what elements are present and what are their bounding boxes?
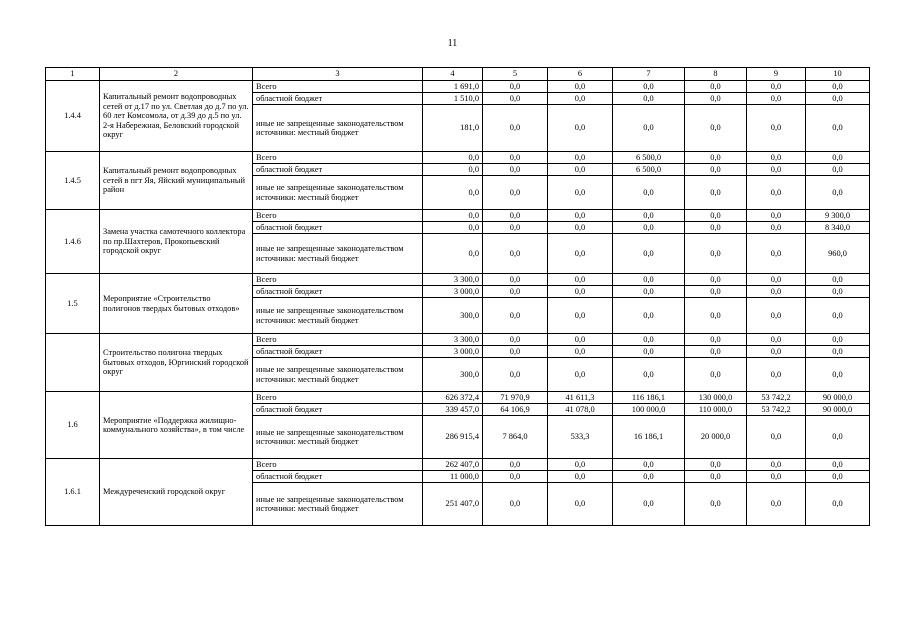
amount-cell: 0,0 <box>747 298 806 334</box>
amount-cell: 0,0 <box>613 358 685 392</box>
amount-cell: 0,0 <box>483 346 548 358</box>
funding-source: областной бюджет <box>253 346 423 358</box>
amount-cell: 0,0 <box>483 105 548 152</box>
funding-source: областной бюджет <box>253 471 423 483</box>
amount-cell: 0,0 <box>685 152 747 164</box>
funding-source: иные не запрещенные законодательством источники: местный бюджет <box>253 176 423 210</box>
amount-cell: 0,0 <box>685 222 747 234</box>
amount-cell: 0,0 <box>548 334 613 346</box>
amount-cell: 0,0 <box>806 105 870 152</box>
amount-cell: 41 611,3 <box>548 392 613 404</box>
funding-source: областной бюджет <box>253 222 423 234</box>
funding-source: иные не запрещенные законодательством источники: местный бюджет <box>253 298 423 334</box>
funding-source: иные не запрещенные законодательством источники: местный бюджет <box>253 416 423 459</box>
row-name: Капитальный ремонт водопроводных сетей в пгт Яя, Яйский муниципальный район <box>100 152 253 210</box>
funding-source: областной бюджет <box>253 164 423 176</box>
amount-cell: 0,0 <box>685 234 747 274</box>
amount-cell: 0,0 <box>548 105 613 152</box>
amount-cell: 0,0 <box>806 176 870 210</box>
amount-cell: 20 000,0 <box>685 416 747 459</box>
amount-cell: 262 407,0 <box>423 459 483 471</box>
table-row <box>46 459 870 471</box>
amount-cell: 0,0 <box>806 93 870 105</box>
amount-cell: 100 000,0 <box>613 404 685 416</box>
amount-cell: 0,0 <box>685 164 747 176</box>
amount-cell: 0,0 <box>483 286 548 298</box>
column-header: 8 <box>685 68 747 81</box>
amount-cell: 0,0 <box>747 346 806 358</box>
amount-cell: 0,0 <box>548 164 613 176</box>
amount-cell: 0,0 <box>613 346 685 358</box>
page-number: 11 <box>447 38 458 49</box>
funding-source: иные не запрещенные законодательством источники: местный бюджет <box>253 234 423 274</box>
header-row <box>46 68 870 81</box>
amount-cell: 0,0 <box>483 471 548 483</box>
amount-cell: 0,0 <box>613 286 685 298</box>
amount-cell: 0,0 <box>548 210 613 222</box>
row-code: 1.6.1 <box>46 459 100 526</box>
amount-cell: 0,0 <box>483 483 548 526</box>
funding-source: Всего <box>253 274 423 286</box>
amount-cell: 0,0 <box>548 152 613 164</box>
column-header: 3 <box>253 68 423 81</box>
amount-cell: 0,0 <box>483 164 548 176</box>
amount-cell: 0,0 <box>548 286 613 298</box>
table-row <box>46 334 870 346</box>
amount-cell: 0,0 <box>613 176 685 210</box>
amount-cell: 0,0 <box>483 358 548 392</box>
amount-cell: 0,0 <box>548 471 613 483</box>
row-name: Строительство полигона твердых бытовых отходов, Юргинский городской округ <box>100 334 253 392</box>
amount-cell: 41 078,0 <box>548 404 613 416</box>
amount-cell: 0,0 <box>548 483 613 526</box>
amount-cell: 0,0 <box>483 81 548 93</box>
funding-source: Всего <box>253 81 423 93</box>
amount-cell: 3 300,0 <box>423 334 483 346</box>
amount-cell: 0,0 <box>483 152 548 164</box>
amount-cell: 0,0 <box>483 274 548 286</box>
amount-cell: 0,0 <box>423 152 483 164</box>
amount-cell: 0,0 <box>747 93 806 105</box>
amount-cell: 0,0 <box>613 298 685 334</box>
amount-cell: 0,0 <box>685 274 747 286</box>
funding-source: Всего <box>253 334 423 346</box>
row-name: Мероприятие «Строительство полигонов твердых бытовых отходов» <box>100 274 253 334</box>
amount-cell: 0,0 <box>483 93 548 105</box>
amount-cell: 0,0 <box>685 81 747 93</box>
column-header: 4 <box>423 68 483 81</box>
table-row <box>46 152 870 164</box>
funding-source: иные не запрещенные законодательством источники: местный бюджет <box>253 105 423 152</box>
amount-cell: 90 000,0 <box>806 404 870 416</box>
amount-cell: 0,0 <box>613 471 685 483</box>
amount-cell: 0,0 <box>548 81 613 93</box>
amount-cell: 0,0 <box>685 210 747 222</box>
funding-source: иные не запрещенные законодательством источники: местный бюджет <box>253 483 423 526</box>
amount-cell: 0,0 <box>613 81 685 93</box>
amount-cell: 0,0 <box>548 176 613 210</box>
amount-cell: 6 500,0 <box>613 152 685 164</box>
amount-cell: 0,0 <box>747 222 806 234</box>
funding-source: иные не запрещенные законодательством источники: местный бюджет <box>253 358 423 392</box>
table-row <box>46 274 870 286</box>
amount-cell: 0,0 <box>747 483 806 526</box>
amount-cell: 53 742,2 <box>747 392 806 404</box>
table-row <box>46 210 870 222</box>
amount-cell: 0,0 <box>806 471 870 483</box>
amount-cell: 0,0 <box>423 210 483 222</box>
column-header: 1 <box>46 68 100 81</box>
amount-cell: 1 691,0 <box>423 81 483 93</box>
funding-source: областной бюджет <box>253 404 423 416</box>
amount-cell: 0,0 <box>483 334 548 346</box>
amount-cell: 0,0 <box>483 176 548 210</box>
amount-cell: 0,0 <box>613 334 685 346</box>
amount-cell: 0,0 <box>613 210 685 222</box>
amount-cell: 0,0 <box>747 234 806 274</box>
amount-cell: 339 457,0 <box>423 404 483 416</box>
amount-cell: 181,0 <box>423 105 483 152</box>
amount-cell: 0,0 <box>548 274 613 286</box>
amount-cell: 0,0 <box>548 234 613 274</box>
funding-source: Всего <box>253 459 423 471</box>
amount-cell: 7 864,0 <box>483 416 548 459</box>
amount-cell: 0,0 <box>806 483 870 526</box>
amount-cell: 0,0 <box>548 346 613 358</box>
amount-cell: 0,0 <box>613 483 685 526</box>
amount-cell: 0,0 <box>685 298 747 334</box>
amount-cell: 0,0 <box>747 416 806 459</box>
amount-cell: 6 500,0 <box>613 164 685 176</box>
amount-cell: 626 372,4 <box>423 392 483 404</box>
amount-cell: 0,0 <box>806 459 870 471</box>
amount-cell: 0,0 <box>613 274 685 286</box>
funding-source: Всего <box>253 392 423 404</box>
row-code: 1.4.6 <box>46 210 100 274</box>
amount-cell: 0,0 <box>483 234 548 274</box>
amount-cell: 0,0 <box>423 222 483 234</box>
amount-cell: 0,0 <box>747 274 806 286</box>
row-name: Замена участка самотечного коллектора по пр.Шахтеров, Прокопьевский городской округ <box>100 210 253 274</box>
amount-cell: 110 000,0 <box>685 404 747 416</box>
column-header: 5 <box>483 68 548 81</box>
amount-cell: 0,0 <box>747 81 806 93</box>
column-header: 9 <box>747 68 806 81</box>
amount-cell: 0,0 <box>483 210 548 222</box>
amount-cell: 3 000,0 <box>423 346 483 358</box>
amount-cell: 0,0 <box>613 459 685 471</box>
row-code: 1.4.5 <box>46 152 100 210</box>
amount-cell: 0,0 <box>613 222 685 234</box>
amount-cell: 0,0 <box>685 105 747 152</box>
row-name: Мероприятие «Поддержка жилищно-коммунального хозяйства», в том числе <box>100 392 253 459</box>
amount-cell: 0,0 <box>806 164 870 176</box>
amount-cell: 0,0 <box>685 286 747 298</box>
amount-cell: 0,0 <box>747 105 806 152</box>
amount-cell: 116 186,1 <box>613 392 685 404</box>
amount-cell: 0,0 <box>613 93 685 105</box>
amount-cell: 71 970,9 <box>483 392 548 404</box>
amount-cell: 0,0 <box>747 471 806 483</box>
amount-cell: 0,0 <box>685 334 747 346</box>
amount-cell: 0,0 <box>747 176 806 210</box>
amount-cell: 0,0 <box>613 234 685 274</box>
amount-cell: 9 300,0 <box>806 210 870 222</box>
amount-cell: 3 300,0 <box>423 274 483 286</box>
amount-cell: 0,0 <box>548 222 613 234</box>
amount-cell: 0,0 <box>685 471 747 483</box>
amount-cell: 64 106,9 <box>483 404 548 416</box>
row-name: Междуреченский городской округ <box>100 459 253 526</box>
amount-cell: 0,0 <box>685 176 747 210</box>
amount-cell: 0,0 <box>747 459 806 471</box>
row-code: 1.5 <box>46 274 100 334</box>
amount-cell: 0,0 <box>806 416 870 459</box>
column-header: 7 <box>613 68 685 81</box>
amount-cell: 0,0 <box>806 346 870 358</box>
amount-cell: 0,0 <box>747 164 806 176</box>
amount-cell: 11 000,0 <box>423 471 483 483</box>
amount-cell: 0,0 <box>806 286 870 298</box>
amount-cell: 0,0 <box>548 358 613 392</box>
funding-source: областной бюджет <box>253 286 423 298</box>
amount-cell: 130 000,0 <box>685 392 747 404</box>
amount-cell: 533,3 <box>548 416 613 459</box>
row-code <box>46 334 100 392</box>
column-header: 2 <box>100 68 253 81</box>
funding-source: Всего <box>253 152 423 164</box>
amount-cell: 0,0 <box>747 152 806 164</box>
column-header: 10 <box>806 68 870 81</box>
table-row <box>46 81 870 93</box>
row-name: Капитальный ремонт водопроводных сетей от д.17 по ул. Светлая до д.7 по ул. 60 лет Комсомола, от д.39 до д.5 по ул. 2-я Набережная, Беловский городской округ <box>100 81 253 152</box>
amount-cell: 0,0 <box>806 298 870 334</box>
column-header: 6 <box>548 68 613 81</box>
amount-cell: 0,0 <box>747 210 806 222</box>
amount-cell: 0,0 <box>685 483 747 526</box>
funding-source: областной бюджет <box>253 93 423 105</box>
amount-cell: 0,0 <box>483 298 548 334</box>
amount-cell: 0,0 <box>685 459 747 471</box>
amount-cell: 0,0 <box>548 459 613 471</box>
amount-cell: 0,0 <box>483 459 548 471</box>
amount-cell: 0,0 <box>685 93 747 105</box>
amount-cell: 0,0 <box>613 105 685 152</box>
amount-cell: 0,0 <box>747 334 806 346</box>
amount-cell: 0,0 <box>806 152 870 164</box>
amount-cell: 0,0 <box>747 358 806 392</box>
amount-cell: 0,0 <box>806 81 870 93</box>
amount-cell: 0,0 <box>806 358 870 392</box>
budget-table <box>45 67 870 526</box>
funding-source: Всего <box>253 210 423 222</box>
amount-cell: 0,0 <box>806 334 870 346</box>
amount-cell: 960,0 <box>806 234 870 274</box>
amount-cell: 0,0 <box>747 286 806 298</box>
amount-cell: 8 340,0 <box>806 222 870 234</box>
amount-cell: 286 915,4 <box>423 416 483 459</box>
amount-cell: 300,0 <box>423 358 483 392</box>
row-code: 1.4.4 <box>46 81 100 152</box>
amount-cell: 0,0 <box>548 298 613 334</box>
amount-cell: 0,0 <box>423 164 483 176</box>
amount-cell: 0,0 <box>548 93 613 105</box>
amount-cell: 0,0 <box>423 234 483 274</box>
row-code: 1.6 <box>46 392 100 459</box>
amount-cell: 0,0 <box>685 358 747 392</box>
amount-cell: 0,0 <box>423 176 483 210</box>
table-row <box>46 392 870 404</box>
amount-cell: 16 186,1 <box>613 416 685 459</box>
amount-cell: 3 000,0 <box>423 286 483 298</box>
amount-cell: 1 510,0 <box>423 93 483 105</box>
amount-cell: 0,0 <box>806 274 870 286</box>
amount-cell: 90 000,0 <box>806 392 870 404</box>
amount-cell: 53 742,2 <box>747 404 806 416</box>
amount-cell: 0,0 <box>685 346 747 358</box>
amount-cell: 300,0 <box>423 298 483 334</box>
amount-cell: 251 407,0 <box>423 483 483 526</box>
amount-cell: 0,0 <box>483 222 548 234</box>
